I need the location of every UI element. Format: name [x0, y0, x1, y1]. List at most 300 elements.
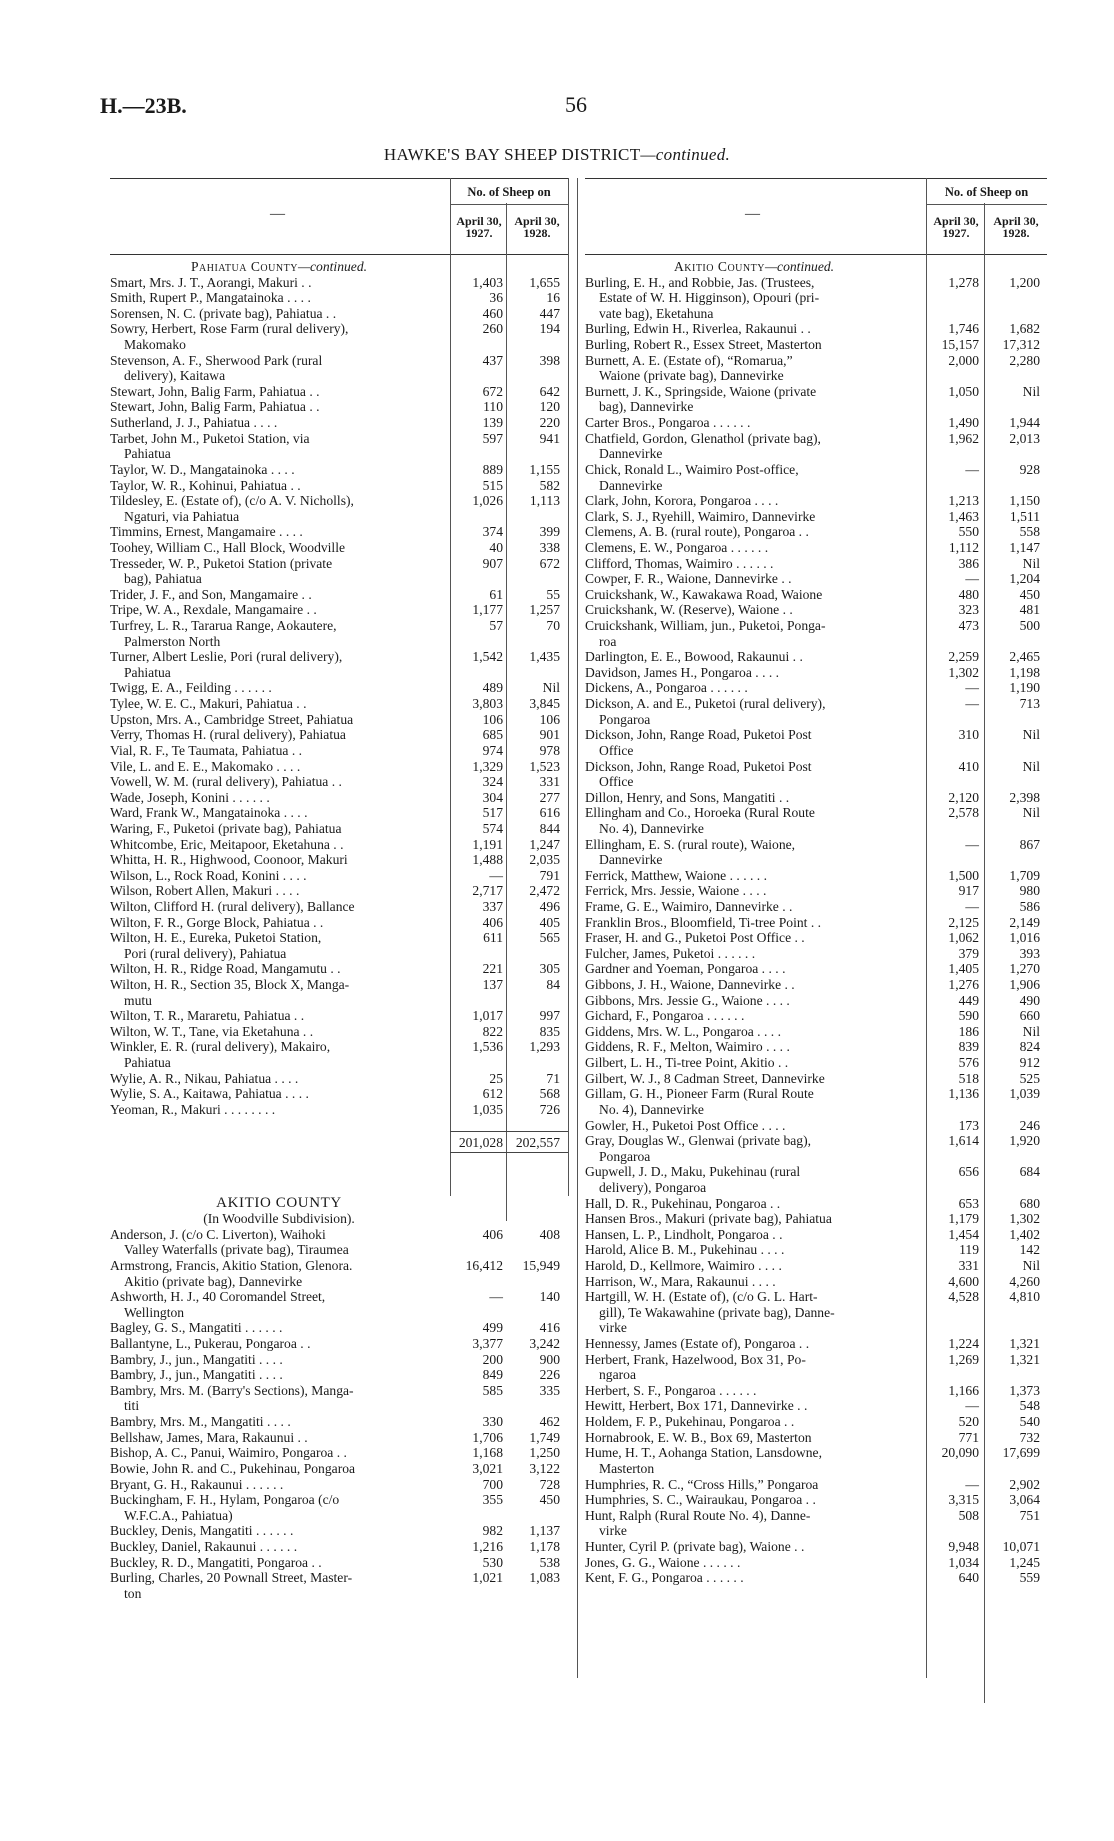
table-row	[585, 446, 1047, 462]
sheep-1927: 16,412	[465, 1258, 503, 1273]
owner-name: Giddens, R. F., Melton, Waimiro . . . .	[585, 1039, 790, 1055]
sheep-1927: 330	[482, 1414, 503, 1430]
header-rule	[450, 204, 568, 205]
table-row	[585, 1149, 1047, 1165]
spacer-row	[110, 1164, 568, 1180]
entry-continuation: Palmerston North	[124, 633, 221, 649]
table-row	[585, 1289, 1047, 1305]
sheep-1927: 137	[482, 977, 503, 993]
sheep-1928: 1,147	[1009, 539, 1040, 555]
table-row	[585, 1024, 1047, 1040]
section-name: Akitio County	[673, 259, 765, 274]
sheep-1928: 1,200	[1009, 274, 1040, 290]
sheep-1928: 1,435	[529, 649, 560, 665]
owner-name: Ballantyne, L., Pukerau, Pongaroa . .	[110, 1336, 311, 1352]
sheep-1928: 2,280	[1009, 352, 1040, 368]
total-1927: 201,028	[458, 1135, 503, 1151]
owner-name: Toohey, William C., Hall Block, Woodville	[110, 539, 346, 555]
entry-continuation: Waione (private bag), Dannevirke	[599, 368, 784, 384]
sheep-1927: 139	[482, 415, 503, 431]
sheep-1928: Nil	[1022, 383, 1040, 399]
table-row	[585, 337, 1047, 353]
sheep-1927: 304	[482, 789, 503, 805]
table-row	[585, 680, 1047, 696]
sheep-1927: —	[965, 696, 979, 712]
entry-continuation: Office	[599, 774, 634, 790]
sheep-1927: 106	[482, 711, 503, 727]
table-row	[585, 993, 1047, 1009]
sheep-1927: 1,405	[948, 961, 979, 977]
sheep-1928: 1,373	[1009, 1382, 1040, 1398]
table-row	[585, 727, 1047, 743]
owner-name: Bagley, G. S., Mangatiti . . . . . .	[110, 1320, 283, 1336]
owner-name: Carter Bros., Pongaroa . . . . . .	[585, 415, 751, 431]
entry-continuation: Pongaroa	[599, 711, 651, 727]
table-row	[585, 1477, 1047, 1493]
table-row	[110, 899, 568, 915]
table-row	[585, 1320, 1047, 1336]
sheep-1928: 496	[539, 898, 560, 914]
table-row	[585, 602, 1047, 618]
table-row	[110, 649, 568, 665]
sheep-1927: 2,578	[948, 805, 979, 821]
table-row	[110, 1258, 568, 1274]
table-row	[585, 805, 1047, 821]
table-row	[585, 1508, 1047, 1524]
sheep-1927: 518	[958, 1070, 979, 1086]
sheep-1927: 1,463	[948, 508, 979, 524]
table-row	[585, 493, 1047, 509]
owner-name: Tarbet, John M., Puketoi Station, via	[110, 430, 310, 446]
owner-name: Gray, Douglas W., Glenwai (private bag),	[585, 1133, 811, 1149]
table-row	[110, 1555, 568, 1571]
table-row	[110, 571, 568, 587]
table-row	[585, 524, 1047, 540]
sheep-1928: 751	[1019, 1507, 1040, 1523]
table-row	[110, 446, 568, 462]
table-row	[110, 1336, 568, 1352]
owner-name: Bambry, Mrs. M., Mangatiti . . . .	[110, 1414, 291, 1430]
owner-name: Cowper, F. R., Waione, Dannevirke . .	[585, 571, 792, 587]
owner-name: Fraser, H. and G., Puketoi Post Office . .	[585, 930, 805, 946]
entry-continuation: Akitio (private bag), Dannevirke	[124, 1273, 303, 1289]
sheep-1928: 713	[1019, 696, 1040, 712]
owner-name: Ellingham, E. S. (rural route), Waione,	[585, 836, 796, 852]
sheep-1927: 1,177	[472, 602, 503, 618]
table-row	[585, 1055, 1047, 1071]
sheep-1927: 1,035	[472, 1101, 503, 1117]
owner-name: Hansen Bros., Makuri (private bag), Pahiatua	[585, 1211, 832, 1227]
owner-name: Bowie, John R. and C., Pukehinau, Pongaroa	[110, 1460, 356, 1476]
table-row	[110, 1539, 568, 1555]
header-col1: April 30, 1927.	[933, 214, 979, 240]
table-row	[585, 290, 1047, 306]
table-row	[585, 930, 1047, 946]
sheep-1927: 3,803	[472, 696, 503, 712]
sheep-1927: 1,062	[948, 930, 979, 946]
entry-continuation: virke	[599, 1523, 627, 1539]
table-row	[110, 837, 568, 853]
table-row	[585, 306, 1047, 322]
table-row	[585, 1274, 1047, 1290]
table-row	[585, 837, 1047, 853]
entry-continuation: titi	[124, 1398, 140, 1414]
sheep-1927: 771	[958, 1429, 979, 1445]
owner-name: Frame, G. E., Waimiro, Dannevirke . .	[585, 898, 793, 914]
table-row	[585, 478, 1047, 494]
sheep-1928: Nil	[542, 680, 560, 696]
owner-name: Chick, Ronald L., Waimiro Post-office,	[585, 461, 799, 477]
sheep-1928: 408	[539, 1226, 560, 1242]
sheep-1927: 379	[958, 945, 979, 961]
header-group: No. of Sheep on	[944, 185, 1029, 199]
table-row	[110, 821, 568, 837]
table-row	[585, 353, 1047, 369]
table-row	[110, 1352, 568, 1368]
owner-name: Timmins, Ernest, Mangamaire . . . .	[110, 524, 303, 540]
owner-name: Franklin Bros., Bloomfield, Ti-tree Point . .	[585, 914, 822, 930]
owner-name: Upston, Mrs. A., Cambridge Street, Pahiatua	[110, 711, 354, 727]
owner-name: Davidson, James H., Pongaroa . . . .	[585, 664, 780, 680]
table-row	[110, 712, 568, 728]
sheep-1928: 2,149	[1009, 914, 1040, 930]
sheep-1928: 900	[539, 1351, 560, 1367]
sheep-1927: 917	[958, 883, 979, 899]
sheep-1928: 399	[539, 524, 560, 540]
owner-name: Sowry, Herbert, Rose Farm (rural delivery),	[110, 321, 349, 337]
entry-continuation: Dannevirke	[599, 446, 663, 462]
sheep-1928: 3,845	[529, 696, 560, 712]
page-title	[0, 145, 1114, 165]
table-row	[110, 1055, 568, 1071]
sheep-1927: 1,614	[948, 1133, 979, 1149]
sheep-1927: 1,403	[472, 274, 503, 290]
table-row	[110, 1445, 568, 1461]
header-col2: April 30, 1928.	[514, 214, 560, 240]
sheep-1928: 10,071	[1002, 1538, 1040, 1554]
sheep-1928: 1,247	[529, 836, 560, 852]
table-row	[585, 1539, 1047, 1555]
sheep-1928: 194	[539, 321, 560, 337]
sheep-1928: 1,250	[529, 1445, 560, 1461]
sheep-1928: 1,016	[1009, 930, 1040, 946]
owner-name: Buckingham, F. H., Hylam, Pongaroa (c/o	[110, 1492, 340, 1508]
sheep-1927: 200	[482, 1351, 503, 1367]
sheep-1927: 406	[482, 914, 503, 930]
table-row	[110, 462, 568, 478]
table-row	[110, 524, 568, 540]
sheep-1927: 61	[489, 586, 503, 602]
entry-continuation: Pahiatua	[124, 446, 171, 462]
owner-name: Burnett, J. K., Springside, Waione (private	[585, 383, 817, 399]
owner-name: Bambry, J., jun., Mangatiti . . . .	[110, 1367, 283, 1383]
table-row	[585, 1570, 1047, 1586]
table-row	[110, 883, 568, 899]
owner-name: Twigg, E. A., Feilding . . . . . .	[110, 680, 272, 696]
sheep-1927: 1,706	[472, 1429, 503, 1445]
table-row	[585, 431, 1047, 447]
sheep-1928: 500	[1019, 618, 1040, 634]
sheep-1927: 1,021	[472, 1570, 503, 1586]
sheep-1927: 839	[958, 1039, 979, 1055]
sheep-1928: 2,035	[529, 852, 560, 868]
sheep-1927: 221	[482, 961, 503, 977]
table-row	[585, 587, 1047, 603]
table-row	[585, 899, 1047, 915]
table-row	[110, 1461, 568, 1477]
owner-name: Herbert, S. F., Pongaroa . . . . . .	[585, 1382, 757, 1398]
sheep-1927: —	[489, 867, 503, 883]
owner-name: Winkler, E. R. (rural delivery), Makairo,	[110, 1039, 331, 1055]
sheep-1927: 1,216	[472, 1538, 503, 1554]
sheep-1927: 355	[482, 1492, 503, 1508]
entry-continuation: Office	[599, 742, 634, 758]
table-row	[110, 790, 568, 806]
sheep-1928: 684	[1019, 1164, 1040, 1180]
owner-name: Trider, J. F., and Son, Mangamaire . .	[110, 586, 312, 602]
section-heading	[110, 259, 568, 275]
entry-continuation: Pahiatua	[124, 664, 171, 680]
sheep-1928: Nil	[1022, 1023, 1040, 1039]
sheep-1928: 540	[1019, 1414, 1040, 1430]
sheep-1928: 277	[539, 789, 560, 805]
owner-name: Wade, Joseph, Konini . . . . . .	[110, 789, 270, 805]
sheep-1928: Nil	[1022, 1258, 1040, 1273]
table-row	[585, 712, 1047, 728]
sheep-1928: 2,472	[529, 883, 560, 899]
owner-name: Wilton, H. E., Eureka, Puketoi Station,	[110, 930, 322, 946]
sheep-1927: 449	[958, 992, 979, 1008]
sheep-1927: 640	[958, 1570, 979, 1586]
entry-continuation: Makomako	[124, 337, 186, 353]
sheep-1927: 260	[482, 321, 503, 337]
table-row	[110, 306, 568, 322]
sheep-1928: 120	[539, 399, 560, 415]
sheep-1927: —	[965, 1398, 979, 1414]
owner-name: Darlington, E. E., Bowood, Rakaunui . .	[585, 649, 803, 665]
title-main: HAWKE'S BAY SHEEP DISTRICT	[383, 145, 641, 164]
sheep-1927: 186	[958, 1023, 979, 1039]
sheep-1928: 393	[1019, 945, 1040, 961]
sheep-1928: 331	[539, 774, 560, 790]
sheep-1927: 590	[958, 1008, 979, 1024]
table-row	[110, 1305, 568, 1321]
owner-name: Wilton, H. R., Ridge Road, Mangamutu . .	[110, 961, 341, 977]
table-row	[585, 1555, 1047, 1571]
sheep-1928: 1,321	[1009, 1336, 1040, 1352]
table-row	[110, 509, 568, 525]
owner-name: Wilson, Robert Allen, Makuri . . . .	[110, 883, 300, 899]
sheep-1928: 1,321	[1009, 1351, 1040, 1367]
owner-name: Armstrong, Francis, Akitio Station, Glenora.	[110, 1258, 353, 1273]
sheep-1927: 907	[482, 555, 503, 571]
table-row	[585, 946, 1047, 962]
table-row	[585, 1523, 1047, 1539]
sheep-1928: 17,699	[1002, 1445, 1040, 1461]
sheep-1927: 4,600	[948, 1273, 979, 1289]
table-row	[585, 977, 1047, 993]
sheep-1927: 530	[482, 1554, 503, 1570]
sheep-1927: 2,000	[948, 352, 979, 368]
sheep-1928: 997	[539, 1008, 560, 1024]
sheep-1927: 508	[958, 1507, 979, 1523]
table-row	[585, 384, 1047, 400]
sheep-1927: 489	[482, 680, 503, 696]
sheep-1928: 1,190	[1009, 680, 1040, 696]
entry-continuation: No. 4), Dannevirke	[599, 820, 704, 836]
table-row	[585, 1008, 1047, 1024]
table-row	[110, 680, 568, 696]
sheep-1927: 1,179	[948, 1211, 979, 1227]
table-row	[110, 1586, 568, 1602]
sheep-1928: 824	[1019, 1039, 1040, 1055]
sheep-1928: 140	[539, 1289, 560, 1305]
sheep-1927: 2,717	[472, 883, 503, 899]
sheep-1927: 982	[482, 1523, 503, 1539]
owner-name: Hansen, L. P., Lindholt, Pongaroa . .	[585, 1226, 783, 1242]
entry-continuation: delivery), Pongaroa	[599, 1179, 707, 1195]
table-row	[110, 399, 568, 415]
sheep-1927: 2,259	[948, 649, 979, 665]
sheep-1927: 410	[958, 758, 979, 774]
sheep-1927: 1,166	[948, 1382, 979, 1398]
owner-name: Wilton, H. R., Section 35, Block X, Manga-	[110, 977, 350, 993]
entry-continuation: mutu	[124, 992, 152, 1008]
owner-name: Smith, Rupert P., Mangatainoka . . . .	[110, 290, 311, 306]
sheep-1928: 405	[539, 914, 560, 930]
sheep-1928: 1,245	[1009, 1554, 1040, 1570]
sheep-1928: 586	[1019, 898, 1040, 914]
sheep-1928: 1,293	[529, 1039, 560, 1055]
sheep-1928: 1,749	[529, 1429, 560, 1445]
table-row	[110, 1071, 568, 1087]
sheep-1927: 2,125	[948, 914, 979, 930]
owner-name: Wylie, A. R., Nikau, Pahiatua . . . .	[110, 1070, 299, 1086]
table-row	[585, 1242, 1047, 1258]
entry-continuation: Estate of W. H. Higginson), Opouri (pri-	[599, 290, 820, 306]
owner-name: Bambry, J., jun., Mangatiti . . . .	[110, 1351, 283, 1367]
sheep-1928: 844	[539, 820, 560, 836]
table-row	[585, 462, 1047, 478]
owner-name: Tildesley, E. (Estate of), (c/o A. V. Nicholls),	[110, 493, 354, 509]
table-row	[585, 1102, 1047, 1118]
owner-name: Cruickshank, W., Kawakawa Road, Waione	[585, 586, 823, 602]
sheep-1928: 791	[539, 867, 560, 883]
table-row	[110, 384, 568, 400]
table-row	[585, 1492, 1047, 1508]
sheep-1928: 559	[1019, 1570, 1040, 1586]
sheep-1927: 550	[958, 524, 979, 540]
table-row	[110, 961, 568, 977]
title-suffix: —continued.	[640, 145, 731, 164]
sheep-1927: 517	[482, 805, 503, 821]
owner-name: Hunt, Ralph (Rural Route No. 4), Danne-	[585, 1507, 811, 1523]
sheep-1928: 220	[539, 415, 560, 431]
table-row	[585, 1258, 1047, 1274]
owner-name: Clifford, Thomas, Waimiro . . . . . .	[585, 555, 774, 571]
sheep-1927: 337	[482, 898, 503, 914]
sheep-1927: 1,050	[948, 383, 979, 399]
owner-name: Stewart, John, Balig Farm, Pahiatua . .	[110, 399, 320, 415]
owner-name: Dickson, A. and E., Puketoi (rural delivery),	[585, 696, 826, 712]
sheep-1928: 941	[539, 430, 560, 446]
owner-name: Dickens, A., Pongaroa . . . . . .	[585, 680, 748, 696]
section-title	[585, 259, 923, 275]
table-row	[110, 852, 568, 868]
sheep-1927: 1,034	[948, 1554, 979, 1570]
owner-name: Wylie, S. A., Kaitawa, Pahiatua . . . .	[110, 1086, 309, 1102]
owner-name: Harrison, W., Mara, Rakaunui . . . .	[585, 1273, 776, 1289]
sheep-1928: 84	[546, 977, 560, 993]
owner-name: Bishop, A. C., Panui, Waimiro, Pongaroa . .	[110, 1445, 347, 1461]
sheep-1927: —	[965, 898, 979, 914]
sheep-1928: 1,178	[529, 1538, 560, 1554]
owner-name: Clemens, A. B. (rural route), Pongaroa . .	[585, 524, 809, 540]
owner-name: Tylee, W. E. C., Makuri, Pahiatua . .	[110, 696, 307, 712]
owner-name: Buckley, R. D., Mangatiti, Pongaroa . .	[110, 1554, 322, 1570]
table-row	[110, 727, 568, 743]
table-row	[585, 1398, 1047, 1414]
entry-continuation: Masterton	[599, 1460, 655, 1476]
right-rows	[585, 255, 1047, 1586]
table-row	[110, 321, 568, 337]
sheep-1928: 71	[546, 1070, 560, 1086]
table-row	[110, 540, 568, 556]
table-row	[110, 478, 568, 494]
sheep-1927: 672	[482, 383, 503, 399]
owner-name: Ferrick, Mrs. Jessie, Waione . . . .	[585, 883, 767, 899]
sheep-1927: —	[489, 1289, 503, 1305]
column-rule	[577, 178, 578, 1678]
owner-name: Wilton, Clifford H. (rural delivery), Ballance	[110, 898, 355, 914]
sheep-1927: 3,377	[472, 1336, 503, 1352]
sheep-1927: —	[965, 680, 979, 696]
sheep-1927: 520	[958, 1414, 979, 1430]
sheep-1927: 1,454	[948, 1226, 979, 1242]
section-suffix: —continued.	[764, 259, 835, 274]
sheep-1928: 338	[539, 539, 560, 555]
table-row	[110, 602, 568, 618]
section-name: Pahiatua County	[190, 259, 298, 274]
sheep-1928: 3,064	[1009, 1492, 1040, 1508]
sheep-1927: 612	[482, 1086, 503, 1102]
sheep-1928: 558	[1019, 524, 1040, 540]
owner-name: Stewart, John, Balig Farm, Pahiatua . .	[110, 383, 320, 399]
sheep-1928: 867	[1019, 836, 1040, 852]
sheep-1927: —	[965, 836, 979, 852]
table-row	[585, 852, 1047, 868]
table-row	[585, 1086, 1047, 1102]
table-row	[585, 759, 1047, 775]
owner-name: Turfrey, L. R., Tararua Range, Aokautere,	[110, 618, 337, 634]
table-row	[110, 1024, 568, 1040]
sheep-1927: 656	[958, 1164, 979, 1180]
table-row	[110, 1039, 568, 1055]
sheep-1927: 1,490	[948, 415, 979, 431]
sheep-1928: 538	[539, 1554, 560, 1570]
sheep-1927: 849	[482, 1367, 503, 1383]
table-row	[110, 337, 568, 353]
owner-name: Hunter, Cyril P. (private bag), Waione . .	[585, 1538, 805, 1554]
sheep-1928: 70	[546, 618, 560, 634]
table-row	[110, 759, 568, 775]
sheep-1927: 331	[958, 1258, 979, 1273]
sheep-1928: 226	[539, 1367, 560, 1383]
owner-name: Cruickshank, William, jun., Puketoi, Ponga-	[585, 618, 826, 634]
sheep-1928: 3,242	[529, 1336, 560, 1352]
sheep-1927: 1,536	[472, 1039, 503, 1055]
owner-name: Sutherland, J. J., Pahiatua . . . .	[110, 415, 278, 431]
